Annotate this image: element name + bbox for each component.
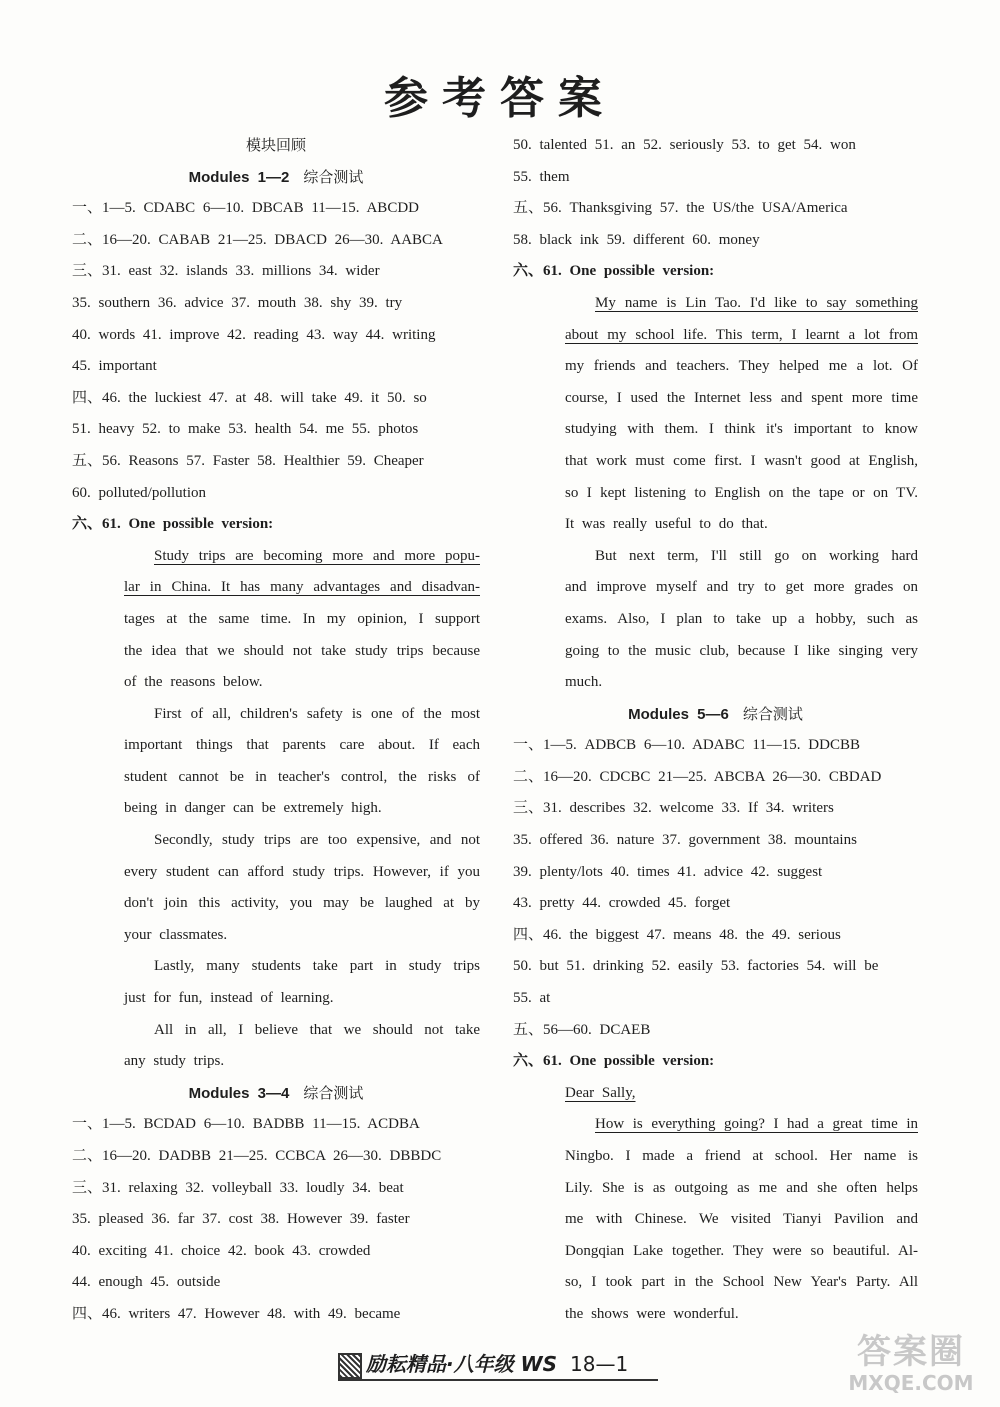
text-line	[72, 604, 480, 636]
line-text: 58. black ink 59. different 60. money	[513, 231, 760, 248]
line-text: important things that parents care about. If each	[124, 737, 480, 754]
text-line	[513, 130, 918, 162]
text-line	[513, 793, 918, 825]
text-line	[513, 320, 918, 352]
text-line	[72, 1236, 480, 1268]
line-text: being in danger can be extremely high.	[124, 800, 382, 817]
text-line	[72, 288, 480, 320]
line-text: Modules 1—2	[188, 168, 290, 186]
line-text: about my school life. This term, I learnt a lot from	[565, 326, 918, 343]
line-text: and improve myself and try to get more grades on	[565, 579, 918, 596]
text-line	[513, 1173, 918, 1205]
line-text: 二、16—20. DADBB 21—25. CCBCA 26—30. DBBDC	[72, 1148, 442, 1164]
line-text: 三、31. describes 32. welcome 33. If 34. writers	[513, 800, 834, 817]
line-text: Modules 5—6	[628, 705, 729, 723]
line-text: don't join this activity, you may be laughed at by	[124, 895, 480, 912]
line-text: every student can afford study trips. However, if you	[124, 863, 480, 880]
line-text: 35. offered 36. nature 37. government 38. mountains	[513, 832, 857, 849]
text-line	[72, 730, 480, 762]
line-text: 二、16—20. CDCBC 21—25. ABCBA 26—30. CBDAD	[513, 768, 882, 785]
line-text: your classmates.	[124, 926, 228, 943]
line-text: 50. but 51. drinking 52. easily 53. factories 54. will be	[513, 958, 879, 975]
text-line	[72, 699, 480, 731]
text-line	[72, 509, 480, 541]
line-text: 模块回顾	[245, 137, 306, 154]
line-text: 50. talented 51. an 52. seriously 53. to get 54. won	[513, 137, 856, 153]
text-line	[513, 351, 918, 383]
line-text: Secondly, study trips are too expensive, and not	[154, 832, 480, 849]
text-line	[513, 572, 918, 604]
text-line	[72, 572, 480, 604]
line-text: of the reasons below.	[124, 674, 263, 691]
line-text: the idea that we should not take study trips because	[124, 642, 480, 659]
text-line	[513, 383, 918, 415]
line-text: 五、56. Reasons 57. Faster 58. Healthier 59. Cheaper	[72, 452, 424, 469]
line-text: 40. words 41. improve 42. reading 43. way 44. writing	[72, 326, 436, 343]
text-line	[513, 162, 918, 194]
text-line	[72, 1267, 480, 1299]
text-line	[72, 1204, 480, 1236]
right-column	[513, 130, 918, 1331]
text-line	[513, 730, 918, 762]
text-line	[72, 636, 480, 668]
footer-brand: 励耘精品·八年级 WS	[366, 1352, 558, 1376]
text-line	[513, 446, 918, 478]
page-number: 18—1	[570, 1352, 629, 1376]
text-line	[72, 193, 480, 225]
line-text: studying with them. I think it's important to know	[565, 421, 918, 438]
line-text: My name is Lin Tao. I'd like to say something	[595, 294, 918, 311]
text-line	[513, 478, 918, 510]
left-column	[72, 130, 480, 1331]
text-line	[513, 225, 918, 257]
heading-subtitle: 综合测试	[303, 168, 364, 186]
line-text: Lastly, many students take part in study trips	[154, 958, 480, 975]
text-line	[72, 1299, 480, 1331]
line-text: 四、46. writers 47. However 48. with 49. became	[72, 1305, 401, 1322]
line-text: Ningbo. I made a friend at school. Her name is	[565, 1148, 918, 1164]
line-text: 六、61. One possible version:	[513, 263, 715, 280]
text-line	[72, 951, 480, 983]
line-text: lar in China. It has many advantages and disadvan-	[124, 579, 480, 596]
text-line	[513, 951, 918, 983]
line-text: 43. pretty 44. crowded 45. forget	[513, 895, 731, 912]
line-text: 39. plenty/lots 40. times 41. advice 42. suggest	[513, 863, 823, 880]
text-line	[513, 541, 918, 573]
line-text: any study trips.	[124, 1053, 225, 1070]
text-line	[72, 1109, 480, 1141]
line-text: 二、16—20. CABAB 21—25. DBACD 26—30. AABCA	[72, 231, 443, 248]
line-text: 44. enough 45. outside	[72, 1274, 221, 1291]
line-text: 55. them	[513, 168, 570, 185]
watermark	[836, 1332, 986, 1402]
line-text: All in all, I believe that we should not take	[154, 1021, 480, 1038]
line-text: 一、1—5. CDABC 6—10. DBCAB 11—15. ABCDD	[72, 200, 419, 217]
text-line	[72, 920, 480, 952]
line-text: just for fun, instead of learning.	[124, 990, 334, 1007]
line-text: 45. important	[72, 358, 157, 375]
qr-code-icon	[338, 1353, 362, 1379]
text-line	[513, 256, 918, 288]
text-line	[72, 825, 480, 857]
line-text: exams. Also, I plan to take up a hobby, such as	[565, 610, 918, 627]
line-text: much.	[565, 674, 603, 691]
line-text: so I kept listening to English on the tape or on TV.	[565, 484, 918, 501]
line-text: Dongqian Lake together. They were so beautiful. Al-	[565, 1242, 918, 1259]
text-line	[72, 478, 480, 510]
line-text: 一、1—5. ADBCB 6—10. ADABC 11—15. DDCBB	[513, 737, 860, 754]
line-text: student cannot be in teacher's control, the risks of	[124, 768, 480, 785]
text-line	[72, 983, 480, 1015]
text-line	[72, 1046, 480, 1078]
line-text: First of all, children's safety is one of the most	[154, 705, 480, 722]
text-line	[513, 509, 918, 541]
line-text: 51. heavy 52. to make 53. health 54. me 55. photos	[72, 421, 419, 438]
section-heading	[72, 162, 480, 194]
heading-subtitle: 综合测试	[303, 1084, 364, 1102]
line-text: 五、56. Thanksgiving 57. the US/the USA/America	[513, 200, 848, 217]
line-text: 四、46. the luckiest 47. at 48. will take 49. it 50. so	[72, 389, 427, 406]
text-line	[513, 414, 918, 446]
text-line	[72, 225, 480, 257]
line-text: going to the music club, because I like singing very	[565, 642, 918, 659]
line-text: 55. at	[513, 990, 551, 1007]
text-line	[72, 857, 480, 889]
line-text: But next term, I'll still go on working hard	[595, 547, 918, 564]
line-text: my friends and teachers. They helped me a lot. Of	[565, 358, 918, 375]
text-line	[72, 383, 480, 415]
text-line	[72, 256, 480, 288]
text-line	[513, 1141, 918, 1173]
line-text: 六、61. One possible version:	[513, 1053, 715, 1070]
text-line	[513, 1236, 918, 1268]
line-text: 五、56—60. DCAEB	[513, 1021, 651, 1038]
text-line	[513, 983, 918, 1015]
line-text: How is everything going? I had a great time in	[595, 1116, 918, 1133]
line-text: 四、46. the biggest 47. means 48. the 49. serious	[513, 926, 841, 943]
text-line	[72, 667, 480, 699]
line-text: 60. polluted/pollution	[72, 484, 206, 501]
line-text: It was really useful to do that.	[565, 516, 768, 533]
section-heading	[72, 130, 480, 162]
line-text: Study trips are becoming more and more popu-	[154, 547, 480, 564]
text-line	[513, 667, 918, 699]
text-line	[513, 288, 918, 320]
line-text: so, I took part in the School New Year's Party. All	[565, 1274, 918, 1291]
text-line	[513, 1109, 918, 1141]
text-line	[72, 793, 480, 825]
heading-subtitle: 综合测试	[742, 705, 803, 723]
line-text: 六、61. One possible version:	[72, 516, 274, 533]
section-heading	[72, 1078, 480, 1110]
line-text: 40. exciting 41. choice 42. book 43. crowded	[72, 1242, 371, 1259]
text-line	[72, 541, 480, 573]
text-line	[513, 920, 918, 952]
text-line	[72, 1141, 480, 1173]
text-line	[513, 636, 918, 668]
text-line	[513, 1204, 918, 1236]
line-text: the shows were wonderful.	[565, 1305, 739, 1322]
footer-rule	[338, 1379, 658, 1381]
text-line	[513, 193, 918, 225]
text-line	[513, 1299, 918, 1331]
text-line	[513, 825, 918, 857]
line-text: course, I used the Internet less and spent more time	[565, 389, 918, 406]
text-line	[72, 888, 480, 920]
text-line	[513, 1267, 918, 1299]
line-text: Lily. She is as outgoing as me and she often helps	[565, 1179, 918, 1196]
text-line	[513, 888, 918, 920]
text-line	[72, 446, 480, 478]
text-line	[513, 762, 918, 794]
text-line	[513, 604, 918, 636]
text-line	[72, 1015, 480, 1047]
text-line	[513, 1015, 918, 1047]
line-text: Modules 3—4	[188, 1084, 290, 1102]
text-line	[72, 414, 480, 446]
line-text: 35. pleased 36. far 37. cost 38. However 39. faster	[72, 1211, 410, 1228]
text-line	[513, 1046, 918, 1078]
text-line	[72, 320, 480, 352]
text-line	[72, 351, 480, 383]
watermark-url: MXQE.COM	[848, 1371, 974, 1395]
line-text: 三、31. east 32. islands 33. millions 34. wider	[72, 263, 380, 280]
section-heading	[513, 699, 918, 731]
watermark-logo-text: 答案圈	[857, 1332, 965, 1372]
text-line	[513, 857, 918, 889]
line-text: tages at the same time. In my opinion, I support	[124, 610, 480, 627]
text-line	[72, 762, 480, 794]
page-title: 参考答案	[384, 73, 616, 124]
line-text: 三、31. relaxing 32. volleyball 33. loudly 34. beat	[72, 1179, 404, 1196]
line-text: me with Chinese. We visited Tianyi Pavilion and	[565, 1211, 918, 1228]
line-text: that work must come first. I wasn't good at English,	[565, 452, 918, 469]
line-text: 一、1—5. BCDAD 6—10. BADBB 11—15. ACDBA	[72, 1116, 420, 1133]
line-text: 35. southern 36. advice 37. mouth 38. shy 39. try	[72, 294, 403, 311]
line-text: Dear Sally,	[565, 1084, 636, 1101]
text-line	[513, 1078, 918, 1110]
text-line	[72, 1173, 480, 1205]
